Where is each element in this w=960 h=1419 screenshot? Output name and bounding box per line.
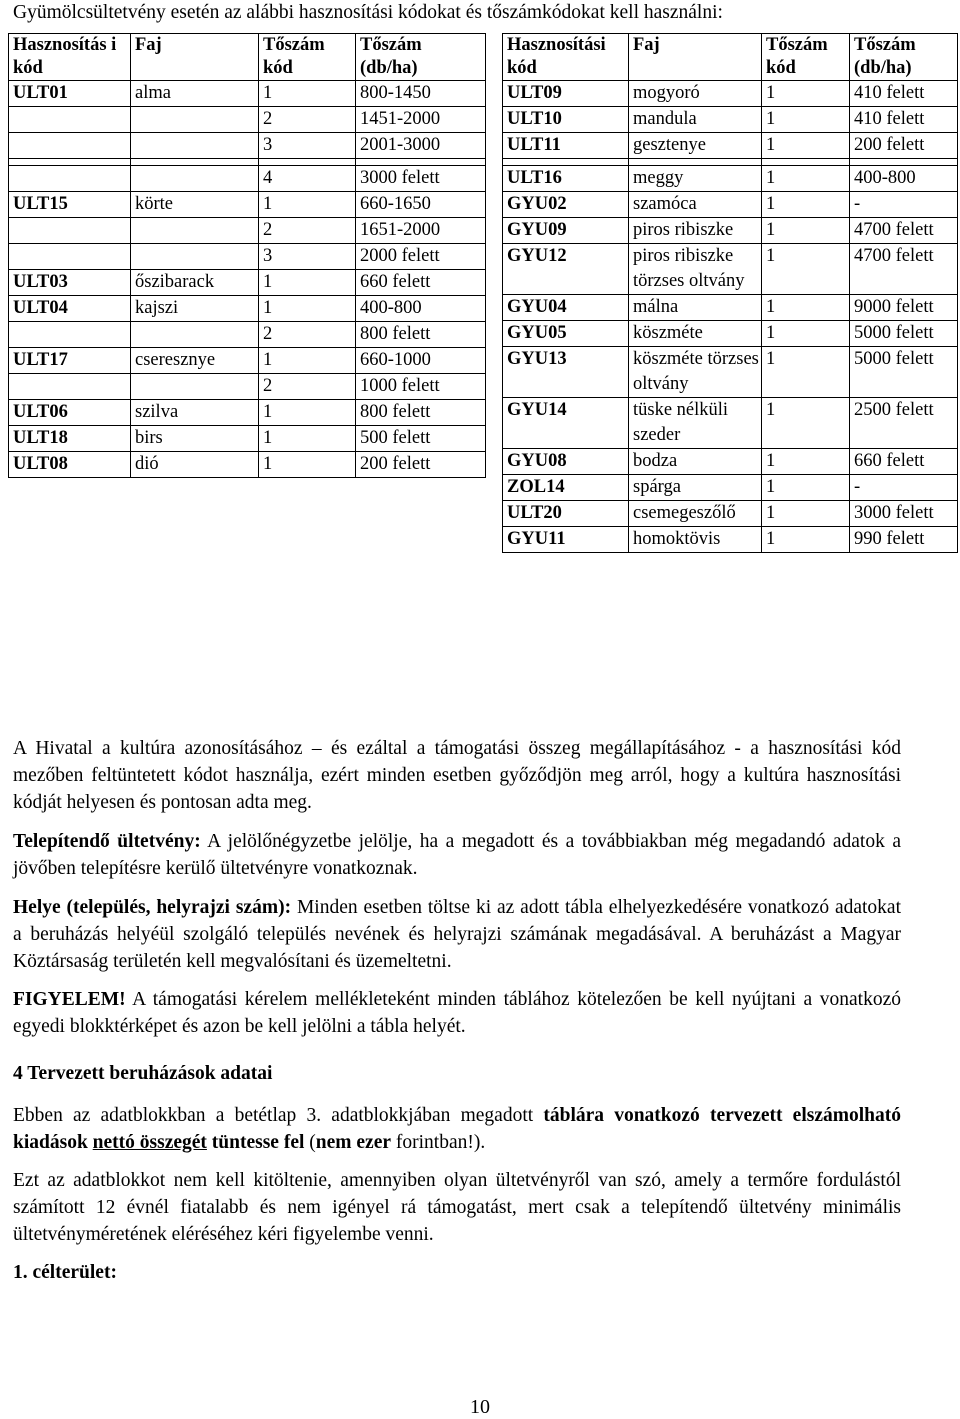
table-cell: 2 xyxy=(259,322,356,348)
ebben-text-1: Ebben az adatblokkban a betétlap 3. adatblokkjában megadott xyxy=(13,1105,544,1126)
table-spacer-row xyxy=(503,159,958,166)
table-cell: mandula xyxy=(629,107,762,133)
table-cell: 2 xyxy=(259,374,356,400)
table-cell: csemegeszőlő xyxy=(629,501,762,527)
table-row xyxy=(503,81,958,107)
table-row xyxy=(9,107,486,133)
table-cell: 3000 felett xyxy=(850,501,958,527)
table-cell: ULT11 xyxy=(503,133,629,159)
table-cell: 1 xyxy=(762,295,850,321)
table-cell: 660-1000 xyxy=(356,348,486,374)
intro-text: Gyümölcsültetvény esetén az alábbi hasznosítási kódokat és tőszámkódokat kell használni: xyxy=(13,2,723,23)
table-cell: - xyxy=(850,192,958,218)
table-cell: ULT17 xyxy=(9,348,131,374)
table-cell: 660 felett xyxy=(850,449,958,475)
table-row xyxy=(9,218,486,244)
page-number: 10 xyxy=(470,1396,490,1418)
table-cell xyxy=(131,218,259,244)
table-cell xyxy=(131,322,259,348)
table-cell: 990 felett xyxy=(850,527,958,553)
table-cell: ULT16 xyxy=(503,166,629,192)
table-cell: 410 felett xyxy=(850,81,958,107)
table-cell: köszméte törzses oltvány xyxy=(629,347,762,398)
table-row xyxy=(9,452,486,478)
table-cell: kajszi xyxy=(131,296,259,322)
table-cell: 2500 felett xyxy=(850,398,958,449)
table-cell: ULT04 xyxy=(9,296,131,322)
ebben-text-2: ( xyxy=(304,1132,316,1153)
table-header-row xyxy=(503,34,958,81)
table-cell: 1 xyxy=(762,166,850,192)
table-cell: 1 xyxy=(259,426,356,452)
paragraph-figyelem xyxy=(13,986,901,1040)
table-cell xyxy=(9,133,131,159)
table-cell: ULT06 xyxy=(9,400,131,426)
paragraph-telepitendo xyxy=(13,828,901,882)
table-cell: 5000 felett xyxy=(850,321,958,347)
ebben-bold-3: nem ezer xyxy=(315,1132,392,1153)
table-cell: GYU12 xyxy=(503,244,629,295)
table-cell xyxy=(9,244,131,270)
table-cell: bodza xyxy=(629,449,762,475)
table-row xyxy=(503,475,958,501)
table-row xyxy=(503,295,958,321)
table-cell: 4 xyxy=(259,166,356,192)
table-row xyxy=(503,449,958,475)
column-header: Tőszám kód xyxy=(259,34,356,81)
table-cell: 1 xyxy=(259,270,356,296)
table-cell: 1 xyxy=(762,501,850,527)
table-cell: 2 xyxy=(259,107,356,133)
table-cell: GYU14 xyxy=(503,398,629,449)
table-row xyxy=(503,218,958,244)
table-cell: 660 felett xyxy=(356,270,486,296)
table-cell: 410 felett xyxy=(850,107,958,133)
table-row xyxy=(503,133,958,159)
table-cell: 1 xyxy=(762,81,850,107)
table-cell: GYU13 xyxy=(503,347,629,398)
table-cell: 1000 felett xyxy=(356,374,486,400)
table-cell: homoktövis xyxy=(629,527,762,553)
table-cell: ULT18 xyxy=(9,426,131,452)
table-cell: 1 xyxy=(762,107,850,133)
table-row xyxy=(9,296,486,322)
table-cell: köszméte xyxy=(629,321,762,347)
table-cell: 1451-2000 xyxy=(356,107,486,133)
table-row xyxy=(9,133,486,159)
table-cell: tüske nélküli szeder xyxy=(629,398,762,449)
table-row xyxy=(503,527,958,553)
table-cell: 1 xyxy=(762,133,850,159)
table-cell: 9000 felett xyxy=(850,295,958,321)
table-row xyxy=(503,321,958,347)
column-header: Hasznosítás i kód xyxy=(9,34,131,81)
column-header: Faj xyxy=(131,34,259,81)
table-row xyxy=(503,244,958,295)
table-cell: 3 xyxy=(259,244,356,270)
table-row xyxy=(9,348,486,374)
telepitendo-label: Telepítendő ültetvény: xyxy=(13,831,201,852)
table-cell: 1 xyxy=(762,475,850,501)
table-cell: 200 felett xyxy=(850,133,958,159)
column-header: Tőszám kód xyxy=(762,34,850,81)
table-cell: 1 xyxy=(762,218,850,244)
table-row xyxy=(503,347,958,398)
left-code-table xyxy=(8,33,486,478)
table-row xyxy=(503,166,958,192)
table-cell: alma xyxy=(131,81,259,107)
table-cell xyxy=(9,218,131,244)
figyelem-label: FIGYELEM! xyxy=(13,989,126,1010)
table-header-row xyxy=(9,34,486,81)
table-cell: 1 xyxy=(762,321,850,347)
table-cell: 1651-2000 xyxy=(356,218,486,244)
celterulet-label: 1. célterület: xyxy=(13,1262,117,1283)
table-row xyxy=(9,270,486,296)
table-cell: gesztenye xyxy=(629,133,762,159)
table-cell: meggy xyxy=(629,166,762,192)
table-cell: 1 xyxy=(259,296,356,322)
table-cell: 1 xyxy=(762,398,850,449)
column-header: Tőszám (db/ha) xyxy=(356,34,486,81)
table-cell: GYU08 xyxy=(503,449,629,475)
table-cell: 1 xyxy=(259,400,356,426)
column-header: Hasznosítási kód xyxy=(503,34,629,81)
table-cell: birs xyxy=(131,426,259,452)
table-cell xyxy=(131,133,259,159)
ebben-bold-1: táblára vonatkozó tervezett elszámolható kiadások xyxy=(13,1105,901,1153)
table-cell: 200 felett xyxy=(356,452,486,478)
table-cell: körte xyxy=(131,192,259,218)
table-cell xyxy=(131,166,259,192)
telepitendo-text: A jelölőnégyzetbe jelölje, ha a megadott és a továbbiakban még megadandó adatok a jövőben telepítésre kerülő ültetvényre vonatkoznak. xyxy=(13,831,901,879)
table-cell: 3 xyxy=(259,133,356,159)
table-row xyxy=(503,107,958,133)
table-cell: szilva xyxy=(131,400,259,426)
table-row xyxy=(9,192,486,218)
table-row xyxy=(9,400,486,426)
column-header: Faj xyxy=(629,34,762,81)
table-cell: őszibarack xyxy=(131,270,259,296)
ebben-text-3: forintban!). xyxy=(391,1132,486,1153)
ebben-bold-underline: nettó összegét xyxy=(92,1132,207,1153)
paragraph-helye xyxy=(13,894,901,975)
ebben-bold-2: tüntesse fel xyxy=(206,1132,305,1153)
table-row xyxy=(9,81,486,107)
table-row xyxy=(9,166,486,192)
helye-label: Helye (település, helyrajzi szám): xyxy=(13,897,292,918)
table-cell: 660-1650 xyxy=(356,192,486,218)
table-cell: 1 xyxy=(259,348,356,374)
paragraph-hivatal: A Hivatal a kultúra azonosításához – és ezáltal a támogatási összeg megállapításához - a hasznosítási kód mezőben feltüntetett kódot használja, ezért minden esetben győződjön meg arról, hogy a kultúra hasznosítási kódját helyesen és pontosan adta meg. xyxy=(13,738,901,813)
table-cell: 1 xyxy=(259,452,356,478)
table-cell: szamóca xyxy=(629,192,762,218)
table-cell: 1 xyxy=(762,449,850,475)
table-cell: - xyxy=(850,475,958,501)
table-cell: ULT09 xyxy=(503,81,629,107)
table-cell: ULT01 xyxy=(9,81,131,107)
table-cell: málna xyxy=(629,295,762,321)
table-cell: GYU11 xyxy=(503,527,629,553)
table-cell: spárga xyxy=(629,475,762,501)
table-cell: cseresznye xyxy=(131,348,259,374)
table-cell: 800-1450 xyxy=(356,81,486,107)
table-cell: 400-800 xyxy=(850,166,958,192)
table-cell: ULT10 xyxy=(503,107,629,133)
table-row xyxy=(9,322,486,348)
table-cell xyxy=(131,374,259,400)
table-cell: GYU04 xyxy=(503,295,629,321)
table-cell: 1 xyxy=(259,81,356,107)
table-spacer-row xyxy=(9,159,486,166)
table-cell: ULT15 xyxy=(9,192,131,218)
table-cell: 4700 felett xyxy=(850,218,958,244)
table-cell xyxy=(131,244,259,270)
table-cell: 1 xyxy=(259,192,356,218)
table-cell: 1 xyxy=(762,244,850,295)
table-cell: 4700 felett xyxy=(850,244,958,295)
table-cell: 800 felett xyxy=(356,322,486,348)
table-cell: ZOL14 xyxy=(503,475,629,501)
table-cell: GYU02 xyxy=(503,192,629,218)
table-cell: piros ribiszke törzses oltvány xyxy=(629,244,762,295)
table-cell: 400-800 xyxy=(356,296,486,322)
table-cell: 3000 felett xyxy=(356,166,486,192)
table-cell: piros ribiszke xyxy=(629,218,762,244)
table-cell: 2 xyxy=(259,218,356,244)
helye-text: Minden esetben töltse ki az adott tábla elhelyezkedésére vonatkozó adatokat a beruházás helyéül szolgáló település nevének és helyrajzi számának megadásával. A beruházást a Magyar Köztársaság területén kell megvalósítani és üzemeltetni. xyxy=(13,897,901,972)
table-row xyxy=(9,426,486,452)
table-cell: 500 felett xyxy=(356,426,486,452)
table-row xyxy=(9,374,486,400)
table-cell xyxy=(9,374,131,400)
paragraph-ebben xyxy=(13,1102,901,1156)
paragraph-ezt: Ezt az adatblokkot nem kell kitöltenie, amennyiben olyan ültetvényről van szó, amely a termőre fordulástól számított 12 évnél fiatalabb és nem igényel rá támogatást, mert csak a telepítendő ültetvény minimális ültetvényméretének eléréséhez kéri figyelembe venni. xyxy=(13,1170,901,1245)
table-cell: dió xyxy=(131,452,259,478)
table-cell xyxy=(131,107,259,133)
table-cell: ULT08 xyxy=(9,452,131,478)
table-cell: 5000 felett xyxy=(850,347,958,398)
figyelem-text: A támogatási kérelem mellékleteként minden táblához kötelezően be kell nyújtani a vonatkozó egyedi blokktérképet és azon be kell jelölni a tábla helyét. xyxy=(13,989,901,1037)
table-cell xyxy=(9,107,131,133)
table-cell: 2000 felett xyxy=(356,244,486,270)
table-cell: 800 felett xyxy=(356,400,486,426)
table-cell: 1 xyxy=(762,347,850,398)
table-cell: 2001-3000 xyxy=(356,133,486,159)
table-cell: GYU05 xyxy=(503,321,629,347)
column-header: Tőszám (db/ha) xyxy=(850,34,958,81)
right-code-table xyxy=(502,33,958,553)
table-row xyxy=(503,501,958,527)
table-cell: 1 xyxy=(762,527,850,553)
table-cell: 1 xyxy=(762,192,850,218)
table-cell: GYU09 xyxy=(503,218,629,244)
section-heading-4: 4 Tervezett beruházások adatai xyxy=(13,1063,273,1084)
table-cell xyxy=(9,322,131,348)
table-cell: ULT20 xyxy=(503,501,629,527)
table-cell: ULT03 xyxy=(9,270,131,296)
table-cell: mogyoró xyxy=(629,81,762,107)
table-row xyxy=(503,192,958,218)
table-row xyxy=(9,244,486,270)
table-cell xyxy=(9,166,131,192)
table-row xyxy=(503,398,958,449)
